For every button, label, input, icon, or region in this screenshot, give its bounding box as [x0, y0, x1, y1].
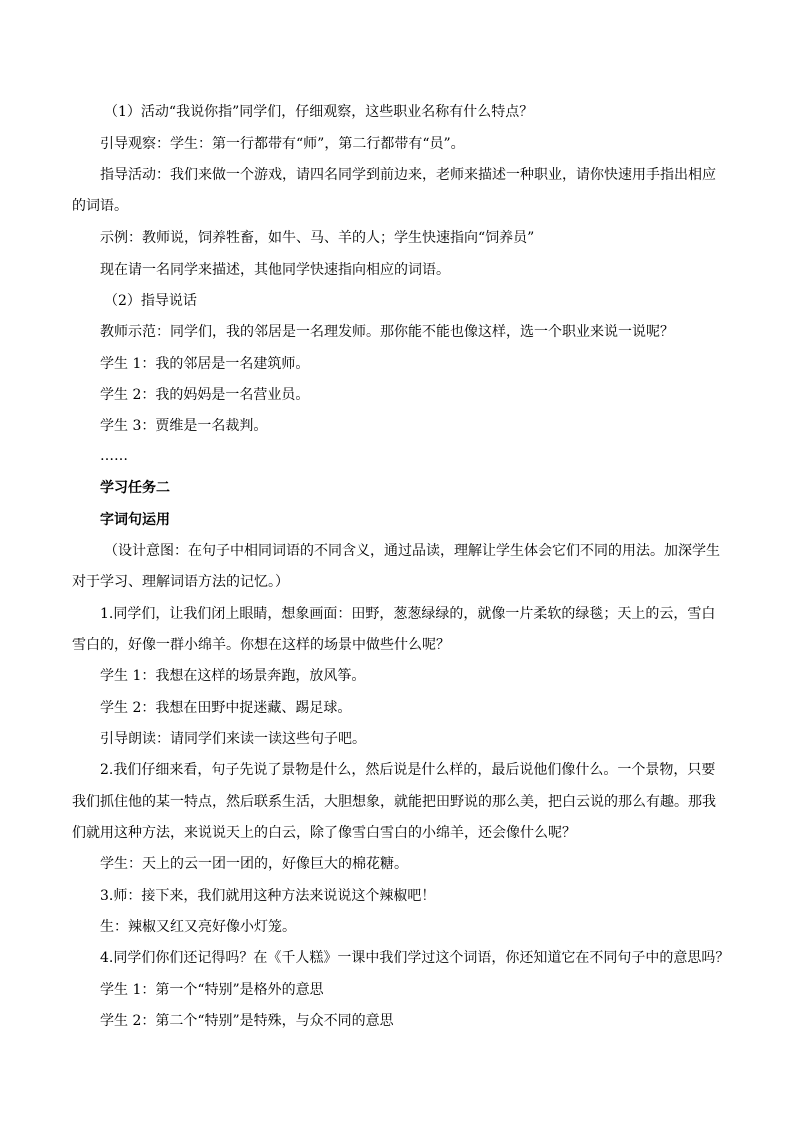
paragraph: （1）活动“我说你指”同学们，仔细观察，这些职业名称有什么特点？ — [104, 104, 534, 120]
ellipsis: …… — [100, 448, 128, 464]
paragraph: 学生 1：第一个“特别”是格外的意思 — [100, 982, 324, 998]
paragraph: 2.我们仔细来看，句子先说了景物是什么，然后说是什么样的，最后说他们像什么。一个景物，只要 — [100, 762, 716, 778]
paragraph: 引导观察：学生：第一行都带有“师”，第二行都带有“员”。 — [100, 136, 465, 152]
paragraph: 们就用这种方法，来说说天上的白云，除了像雪白雪白的小绵羊，还会像什么呢？ — [72, 825, 576, 841]
paragraph: 学生 1：我想在这样的场景奔跑，放风筝。 — [100, 668, 366, 684]
paragraph: 4.同学们你们还记得吗？在《千人糕》一课中我们学过这个词语，你还知道它在不同句子中的意思吗？ — [100, 950, 730, 966]
paragraph: 学生 2：我想在田野中捉迷藏、踢足球。 — [100, 700, 352, 716]
paragraph: 教师示范：同学们，我的邻居是一名理发师。那你能不能也像这样，选一个职业来说一说呢？ — [100, 324, 674, 340]
paragraph: 我们抓住他的某一特点，然后联系生活，大胆想象，就能把田野说的那么美，把白云说的那么有趣。那我 — [72, 794, 716, 810]
paragraph: 示例：教师说，饲养牲畜，如牛、马、羊的人；学生快速指向“饲养员” — [100, 230, 535, 246]
paragraph: （2）指导说话 — [104, 293, 197, 309]
paragraph: 指导活动：我们来做一个游戏，请四名同学到前边来，老师来描述一种职业，请你快速用手指出相应 — [100, 167, 716, 183]
paragraph: 3.师：接下来，我们就用这种方法来说说这个辣椒吧！ — [100, 888, 436, 904]
paragraph: 生：辣椒又红又亮好像小灯笼。 — [100, 919, 296, 935]
section-heading: 学习任务二 — [100, 480, 170, 496]
paragraph: 对于学习、理解词语方法的记忆。） — [72, 574, 289, 590]
paragraph: 雪白的，好像一群小绵羊。你想在这样的场景中做些什么呢？ — [72, 637, 450, 653]
paragraph: 学生 1：我的邻居是一名建筑师。 — [100, 356, 310, 372]
paragraph: 学生 3：贾维是一名裁判。 — [100, 418, 268, 434]
paragraph: 1.同学们，让我们闭上眼睛，想象画面：田野，葱葱绿绿的，就像一片柔软的绿毯；天上的云，雪白 — [100, 606, 716, 622]
paragraph: 学生：天上的云一团一团的，好像巨大的棉花糖。 — [100, 856, 408, 872]
paragraph: 学生 2：我的妈妈是一名营业员。 — [100, 387, 310, 403]
paragraph: 学生 2：第二个“特别”是特殊，与众不同的意思 — [100, 1013, 394, 1029]
paragraph: 现在请一名同学来描述，其他同学快速指向相应的词语。 — [100, 262, 450, 278]
paragraph: 引导朗读：请同学们来读一读这些句子吧。 — [100, 731, 366, 747]
subsection-heading: 字词句运用 — [100, 512, 170, 528]
paragraph: 的词语。 — [72, 198, 128, 214]
paragraph: （设计意图：在句子中相同词语的不同含义，通过品读，理解让学生体会它们不同的用法。加深学生 — [104, 543, 720, 559]
